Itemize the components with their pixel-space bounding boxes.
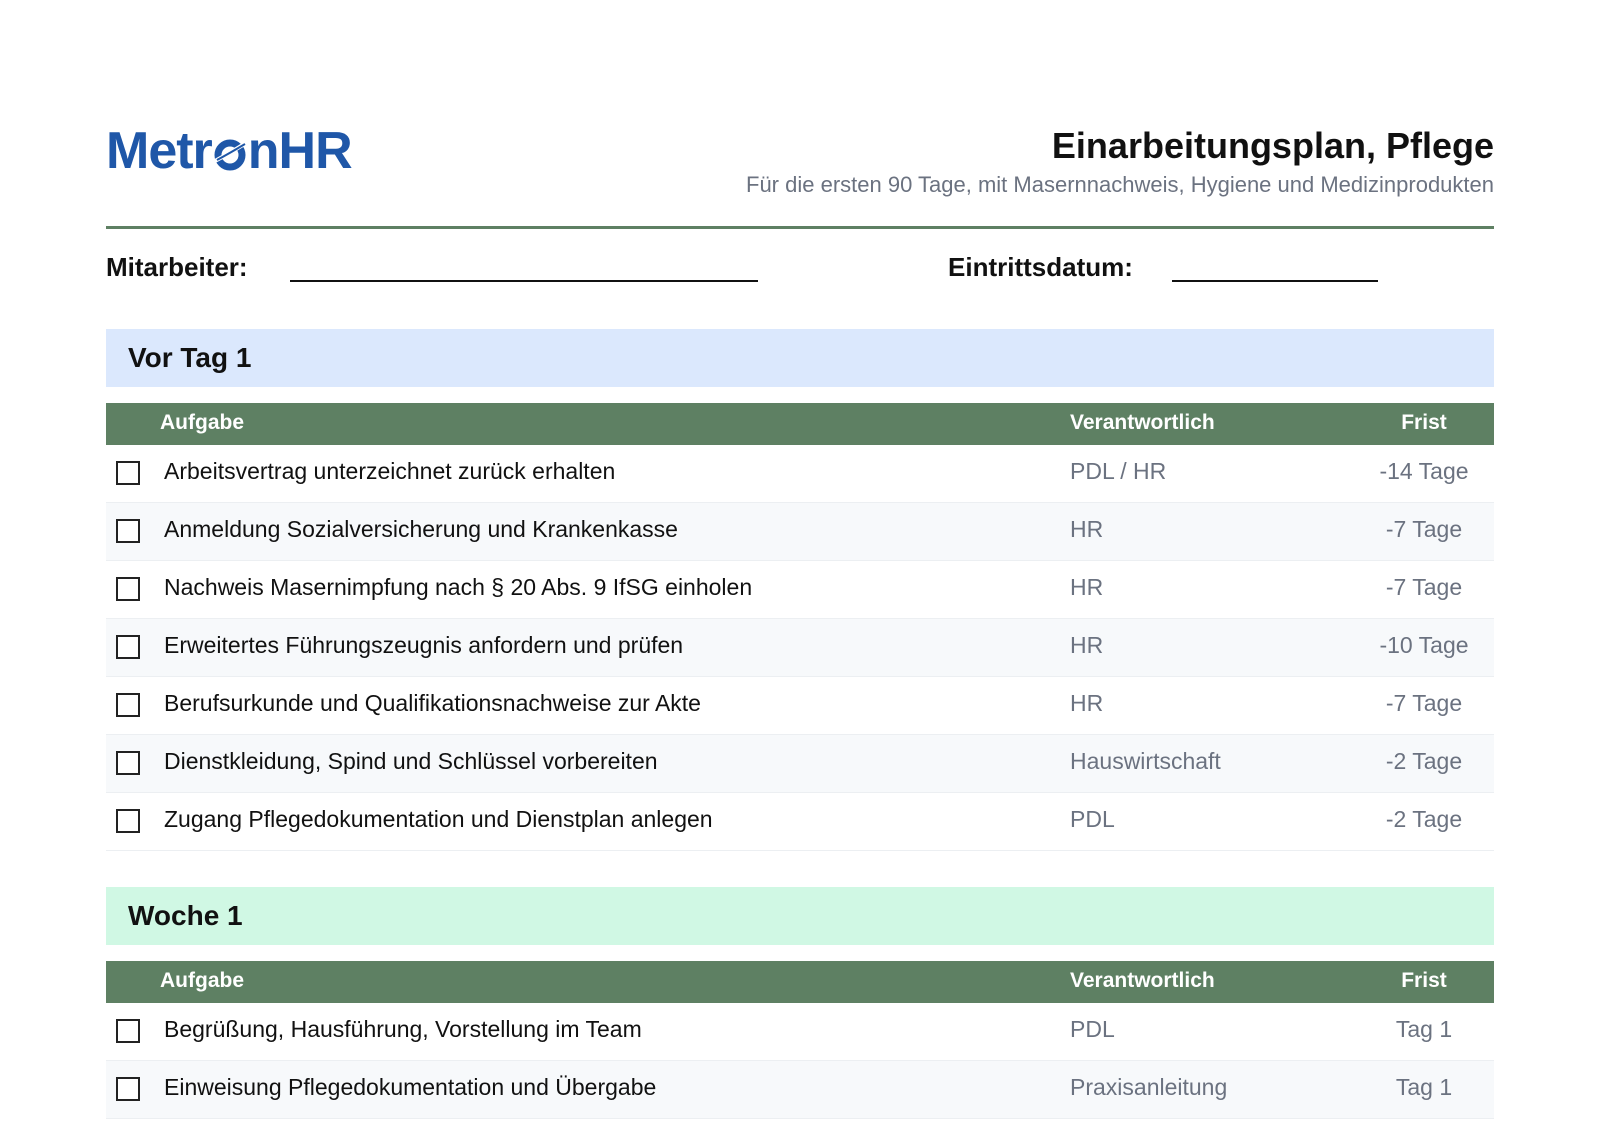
due-text: Tag 1: [1395, 1016, 1453, 1042]
due-text: -7 Tage: [1385, 516, 1463, 542]
header-divider: [106, 226, 1494, 229]
task-table-woche-1: [106, 961, 1494, 1119]
table-row: [106, 793, 1494, 851]
responsible-text: HR: [1070, 516, 1104, 542]
responsible-text: PDL: [1070, 1016, 1115, 1042]
responsible-text: PDL / HR: [1070, 458, 1167, 484]
responsible-text: Hauswirtschaft: [1070, 748, 1221, 774]
section-title: Vor Tag 1: [128, 342, 252, 373]
responsible-text: Praxisanleitung: [1070, 1074, 1228, 1100]
start-date-field[interactable]: [1172, 280, 1378, 282]
task-text: Nachweis Masernimpfung nach § 20 Abs. 9 IfSG einholen: [164, 574, 753, 600]
table-row: [106, 445, 1494, 503]
section-title: Woche 1: [128, 900, 243, 931]
task-text: Erweitertes Führungszeugnis anfordern und prüfen: [164, 632, 684, 658]
task-checkbox[interactable]: [116, 461, 140, 485]
task-text: Berufsurkunde und Qualifikationsnachweise zur Akte: [164, 690, 701, 716]
column-header-task: Aufgabe: [160, 969, 244, 992]
due-text: -2 Tage: [1385, 806, 1463, 832]
table-row: [106, 619, 1494, 677]
metronhr-logo: [106, 122, 352, 180]
task-checkbox[interactable]: [116, 577, 140, 601]
task-checkbox[interactable]: [116, 809, 140, 833]
table-row: [106, 1003, 1494, 1061]
start-date-label: Eintrittsdatum:: [948, 252, 1133, 282]
task-checkbox[interactable]: [116, 1077, 140, 1101]
document-header: [106, 120, 1494, 210]
table-row: [106, 1061, 1494, 1119]
task-text: Arbeitsvertrag unterzeichnet zurück erhalten: [164, 458, 616, 484]
logo-text-start: Metr: [106, 122, 212, 180]
due-text: -2 Tage: [1385, 748, 1463, 774]
column-header-due: Frist: [1401, 411, 1447, 434]
table-row: [106, 561, 1494, 619]
task-checkbox[interactable]: [116, 693, 140, 717]
due-text: -7 Tage: [1385, 574, 1463, 600]
task-checkbox[interactable]: [116, 635, 140, 659]
logo-swoosh-icon: [213, 131, 247, 171]
due-text: -10 Tage: [1379, 632, 1469, 658]
column-header-responsible: Verantwortlich: [1070, 411, 1215, 434]
responsible-text: PDL: [1070, 806, 1115, 832]
logo-text-end: nHR: [247, 122, 352, 180]
task-text: Zugang Pflegedokumentation und Dienstplan anlegen: [164, 806, 713, 832]
task-text: Begrüßung, Hausführung, Vorstellung im Team: [164, 1016, 642, 1042]
task-text: Dienstkleidung, Spind und Schlüssel vorbereiten: [164, 748, 658, 774]
task-table-vor-tag-1: [106, 403, 1494, 851]
employee-fields: [106, 250, 1494, 290]
title-block: [746, 124, 1494, 200]
table-header: [106, 403, 1494, 445]
responsible-text: HR: [1070, 632, 1104, 658]
section-header-vor-tag-1: [106, 329, 1494, 387]
task-checkbox[interactable]: [116, 519, 140, 543]
column-header-due: Frist: [1401, 969, 1447, 992]
task-checkbox[interactable]: [116, 1019, 140, 1043]
section-header-woche-1: [106, 887, 1494, 945]
column-header-task: Aufgabe: [160, 411, 244, 434]
table-row: [106, 503, 1494, 561]
due-text: -14 Tage: [1379, 458, 1469, 484]
responsible-text: HR: [1070, 690, 1104, 716]
page-title: Einarbeitungsplan, Pflege: [1051, 125, 1494, 166]
table-row: [106, 735, 1494, 793]
column-header-responsible: Verantwortlich: [1070, 969, 1215, 992]
table-row: [106, 677, 1494, 735]
responsible-text: HR: [1070, 574, 1104, 600]
due-text: Tag 1: [1395, 1074, 1453, 1100]
task-text: Einweisung Pflegedokumentation und Übergabe: [164, 1074, 657, 1100]
table-header: [106, 961, 1494, 1003]
task-text: Anmeldung Sozialversicherung und Krankenkasse: [164, 516, 678, 542]
task-checkbox[interactable]: [116, 751, 140, 775]
employee-label: Mitarbeiter:: [106, 252, 248, 282]
due-text: -7 Tage: [1385, 690, 1463, 716]
page-subtitle: Für die ersten 90 Tage, mit Masernnachweis, Hygiene und Medizinprodukten: [746, 172, 1494, 197]
employee-name-field[interactable]: [290, 280, 758, 282]
